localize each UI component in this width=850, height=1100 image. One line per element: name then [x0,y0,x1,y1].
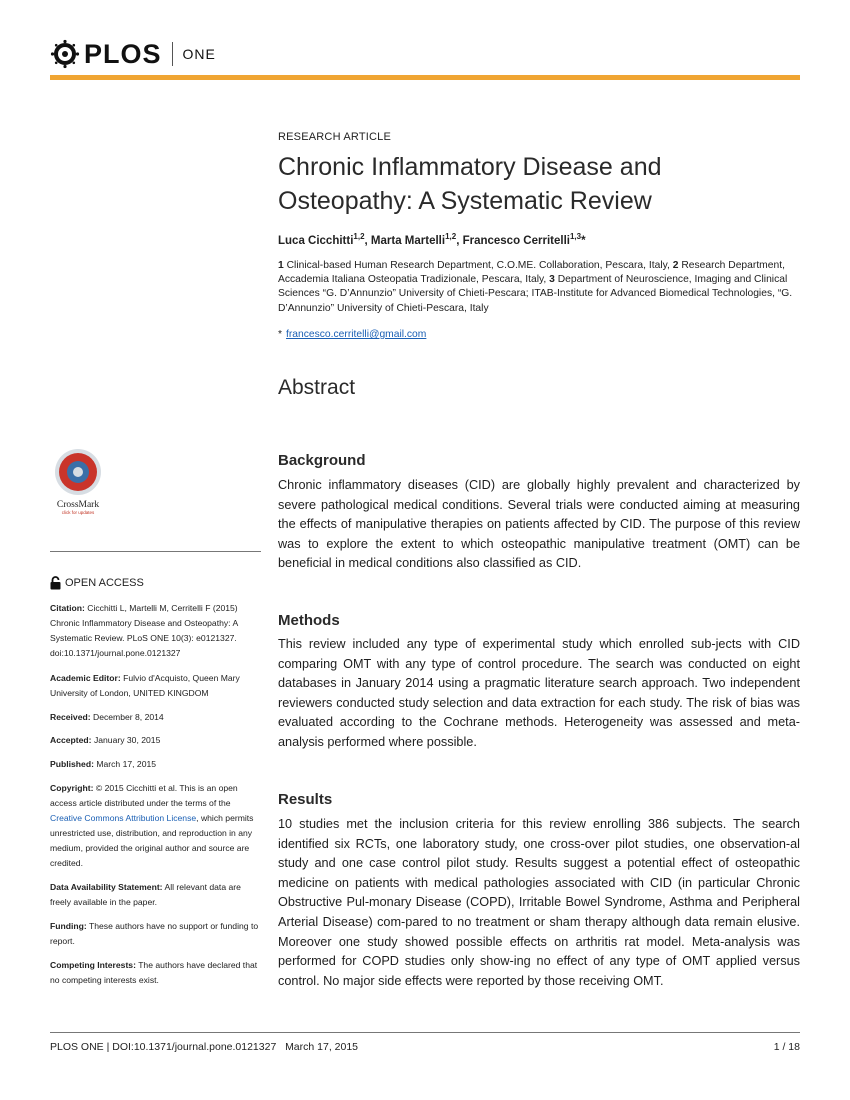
email-link[interactable]: francesco.cerritelli@gmail.com [286,329,427,340]
open-lock-icon [50,576,61,590]
email-marker: * [278,329,283,340]
editor-text: Fulvio d'Acquisto, Queen Mary University of London, UNITED KINGDOM [50,673,240,698]
published-date: March 17, 2015 [96,759,157,769]
corresponding-marker: * [581,234,586,247]
affiliation-number: 1 [278,260,284,271]
corresponding-email [278,329,426,340]
author-affiliation-sup: 1,2 [353,232,365,241]
affiliation-text: Department of Neuroscience, Imaging and Clinical Sciences “G. D’Annunzio” University of Chieti-Pescara; ITAB-Institute for Advanced Biomedical Technologies, “G. D’Annunzio” University of Chieti-Pescara, Italy [278,274,793,314]
affiliation-text: Research Department, Accademia Italiana Osteopatia Tradizionale, Pescara, Italy, [278,260,785,286]
author-list [278,232,586,247]
affiliation-text: Clinical-based Human Research Department, C.O.ME. Collaboration, Pescara, Italy, [286,260,670,271]
data-availability-label: Data Availability Statement: [50,882,163,892]
footer-date: March 17, 2015 [285,1041,359,1053]
journal-sub-brand: ONE [182,46,216,62]
citation-label: Citation: [50,603,85,613]
license-link[interactable]: Creative Commons Attribution License [50,813,197,823]
abstract-heading: Abstract [278,376,356,399]
author-affiliation-sup: 1,2 [445,232,457,241]
journal-brand: PLOS [84,38,162,69]
crossmark-sublabel: click for updates [61,510,95,515]
open-access-label: OPEN ACCESS [65,577,144,589]
article-type: RESEARCH ARTICLE [278,131,392,143]
copyright-text-post: , which permits unrestricted use, distribution, and reproduction in any medium, provided the original author and source are credited. [50,813,254,868]
affiliations [278,259,800,316]
footer-doi: PLOS ONE | DOI:10.1371/journal.pone.0121327 [50,1041,277,1053]
competing-interests-text: The authors have declared that no competing interests exist. [50,960,258,985]
accepted-label: Accepted: [50,735,92,745]
author-name[interactable]: Marta Martelli [370,234,446,247]
copyright-label: Copyright: [50,783,94,793]
page-number: 1 / 18 [773,1041,800,1053]
author-name[interactable]: Luca Cicchitti [278,234,354,247]
author-separator: , [364,234,371,247]
logo-divider [172,42,173,66]
received-block [50,710,262,725]
funding-text: These authors have no support or funding to report. [50,921,259,946]
received-label: Received: [50,712,91,722]
section-heading-background: Background [278,452,366,469]
footer-divider [50,1032,800,1033]
academic-editor-block [50,671,262,701]
section-text-methods: This review included any type of experimental study which enrolled sub-jects with CID comparing OMT with any type of control procedure. The search was conducted on eight databases in January 2014 using a pragmatic literature search approach. Two independent reviewers conducted study selection and data extraction for each study. The risk of bias was evaluated according to the Cochrane methods. Heterogeneity was assessed and meta-analysis performed where possible. [278,637,800,749]
plos-logo-icon [50,39,80,69]
open-access-badge [50,576,144,590]
accepted-block [50,733,262,748]
affiliation-number: 3 [549,274,555,286]
received-date: December 8, 2014 [93,712,164,722]
published-label: Published: [50,759,94,769]
citation-block [50,601,262,661]
data-availability-block [50,880,262,910]
sidebar-divider [50,551,261,552]
crossmark-icon [53,447,103,497]
competing-interests-label: Competing Interests: [50,960,136,970]
section-heading-methods: Methods [278,612,340,629]
published-block [50,757,262,772]
footer-citation [50,1041,358,1053]
accepted-date: January 30, 2015 [93,735,161,745]
citation-text: Cicchitti L, Martelli M, Cerritelli F (2015) Chronic Inflammatory Disease and Osteopathy: A Systematic Review. PLoS ONE 10(3): e0121327. doi:10.1371/journal.pone.0121327 [50,603,238,658]
author-name[interactable]: Francesco Cerritelli [462,234,570,247]
section-heading-results: Results [278,791,333,808]
copyright-text: © 2015 Cicchitti et al. This is an open access article distributed under the terms of the [50,783,238,808]
journal-logo[interactable] [50,36,216,72]
crossmark-label: CrossMark [56,500,100,510]
funding-block [50,919,262,949]
competing-interests-block [50,958,262,988]
data-availability-text: All relevant data are freely available in the paper. [50,882,241,907]
header-accent-rule [50,75,800,80]
author-affiliation-sup: 1,3 [569,232,582,241]
section-text-background: Chronic inflammatory diseases (CID) are globally highly prevalent and characterized by severe pathological medical conditions. Several trials were conducted aiming at measuring the effects of manipulative therapies on patients affected by CID. The purpose of this review was to explore the extent to which osteopathic manipulative treatment (OMT) can be beneficial in medical conditions also classified as CID. [278,478,800,571]
editor-label: Academic Editor: [50,673,121,683]
article-title: Chronic Inflammatory Disease and Osteopathy: A Systematic Review [278,153,662,215]
affiliation-number: 2 [672,260,679,271]
author-separator: , [456,234,463,247]
crossmark-badge[interactable] [50,447,106,515]
funding-label: Funding: [50,921,87,931]
copyright-block [50,781,262,871]
section-text-results: 10 studies met the inclusion criteria for this review enrolling 386 subjects. The search identified six RCTs, one laboratory study, one cross-over pilot studies, one observation-al study and one case control pilot study. Results suggest a potential effect of osteopathic medicine on patients with medical pathologies associated with CID (in particular Chronic Obstructive Pul-monary Disease (COPD), Irritable Bowel Syndrome, Asthma and Peripheral Arterial Disease) com-pared to no treatment or sham therapy although data remain elusive. Moreover one study showed possible effects on arthritis rat model. Meta-analysis was performed for COPD studies only show-ing no effect of any type of OMT applied versus control. No major side effects were reported by those receiving OMT. [278,817,800,988]
